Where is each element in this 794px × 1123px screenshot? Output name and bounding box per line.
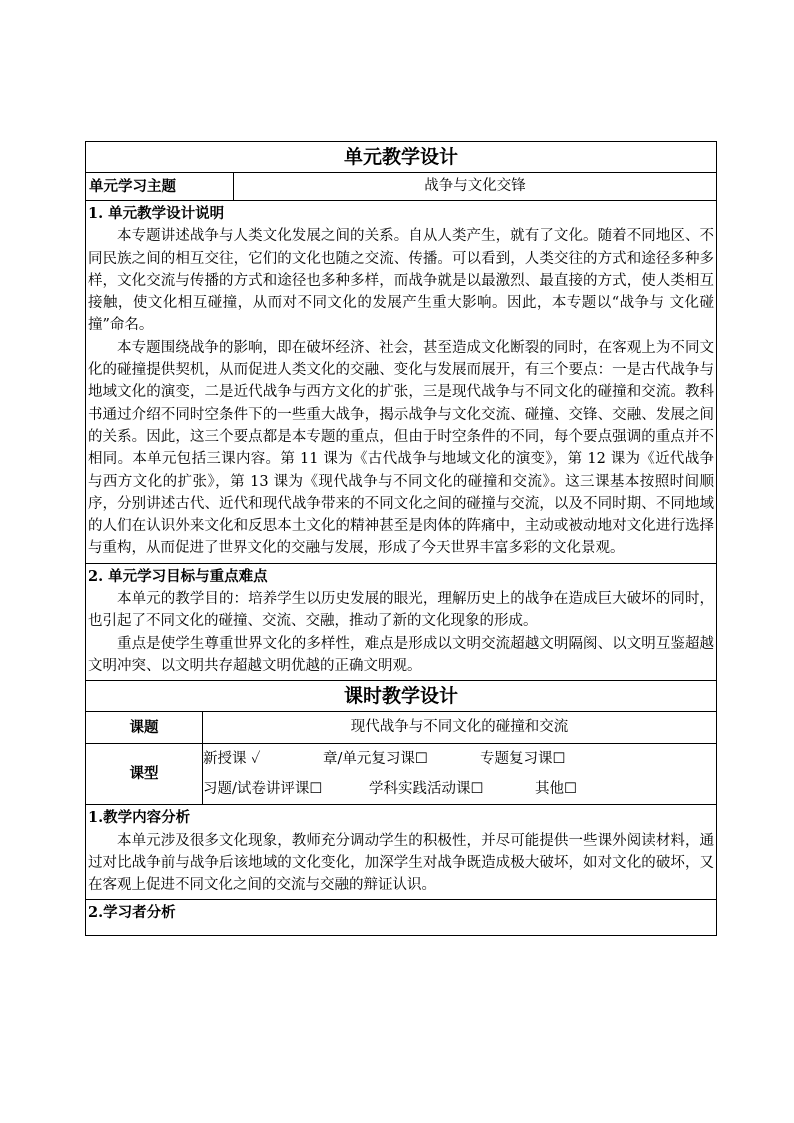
lesson-type-exercise-review-checkbox[interactable]: 习题/试卷讲评课☐: [203, 781, 323, 798]
paragraph: 本专题围绕战争的影响，即在破坏经济、社会，甚至造成文化断裂的同时，在客观上为不同文化的碰撞提供契机，从而促进人类文化的交融、变化与发展而展开，有三个要点：一是古代战争与地域文化的演变，二是近代战争与西方文化的扩张，三是现代战争与不同文化的碰撞和交流。教科书通过介绍不同时空条件下的一些重大战争，揭示战争与文化交流、碰撞、交锋、交融、发展之间的关系。因此，这三个要点都是本专题的重点，但由于时空条件的不同，每个要点强调的重点并不相同。本单元包括三课内容。第 11 课为《古代战争与地域文化的演变》，第 12 课为《近代战争与西方文化的扩张》，第 13 课为《现代战争与不同文化的碰撞和交流》。这三课基本按照时间顺序，分别讲述古代、近代和现代战争带来的不同文化之间的碰撞与交流，以及不同时期、不同地域的人们在认识外来文化和反思本土文化的精神甚至是肉体的阵痛中，主动或被动地对文化进行选择与重构，从而促进了世界文化的交融与发展，形成了今天世界丰富多彩的文化景观。: [88, 339, 715, 557]
content-analysis-section: [86, 805, 717, 900]
lesson-design-title: 课时教学设计: [86, 681, 717, 712]
unit-design-table: [85, 141, 717, 681]
section-heading-learner-analysis: 2.学习者分析: [88, 904, 176, 922]
lesson-type-practice-activity-checkbox[interactable]: 学科实践活动课☐: [369, 781, 484, 798]
section-heading-content-analysis: 1.教学内容分析: [88, 809, 191, 827]
lesson-type-other-checkbox[interactable]: 其他☐: [535, 781, 577, 798]
paragraph: 本单元的教学目的：培养学生以历史发展的眼光，理解历史上的战争在造成巨大破坏的同时，也引起了不同文化的碰撞、交流、交融，推动了新的文化现象的形成。: [88, 591, 715, 630]
unit-objectives-section: [86, 563, 717, 680]
unit-design-title: 单元教学设计: [86, 142, 717, 173]
unit-design-description-section: [86, 201, 717, 564]
document-page: [85, 141, 716, 936]
learner-analysis-section: [86, 900, 717, 936]
lesson-type-chapter-review-checkbox[interactable]: 章/单元复习课☐: [323, 751, 428, 768]
lesson-type-row: [203, 774, 716, 804]
lesson-topic-label: 课题: [86, 712, 203, 744]
lesson-type-label: 课型: [86, 744, 203, 805]
paragraph: 本单元涉及很多文化现象，教师充分调动学生的积极性，并尽可能提供一些课外阅读材料，通过对比战争前与战争后该地域的文化变化，加深学生对战争既造成极大破坏，如对文化的破坏，又在客观上促进不同文化之间的交流与交融的辩证认识。: [88, 832, 715, 894]
unit-theme-value: 战争与文化交锋: [234, 173, 717, 201]
lesson-topic-value: 现代战争与不同文化的碰撞和交流: [203, 712, 717, 744]
lesson-type-row: [203, 744, 716, 774]
section-heading-unit-objectives: 2. 单元学习目标与重点难点: [88, 567, 268, 585]
lesson-type-options: [203, 744, 717, 805]
paragraph: 本专题讲述战争与人类文化发展之间的关系。自从人类产生，就有了文化。随着不同地区、不同民族之间的相互交往，它们的文化也随之交流、传播。可以看到，人类交往的方式和途径多种多样，文化交流与传播的方式和途径也多种多样，而战争就是以最激烈、最直接的方式，使人类相互接触，使文化相互碰撞，从而对不同文化的发展产生重大影响。因此，本专题以“战争与 文化碰撞”命名。: [88, 228, 715, 334]
lesson-type-topic-review-checkbox[interactable]: 专题复习课☐: [480, 751, 566, 768]
section-heading-unit-description: 1. 单元教学设计说明: [88, 205, 225, 222]
paragraph: 重点是使学生尊重世界文化的多样性，难点是形成以文明交流超越文明隔阂、以文明互鉴超越文明冲突、以文明共存超越文明优越的正确文明观。: [88, 635, 715, 674]
lesson-design-table: [85, 680, 717, 936]
lesson-type-new-lesson-checkbox[interactable]: 新授课 ✓: [203, 751, 261, 768]
unit-theme-label: 单元学习主题: [86, 173, 234, 201]
